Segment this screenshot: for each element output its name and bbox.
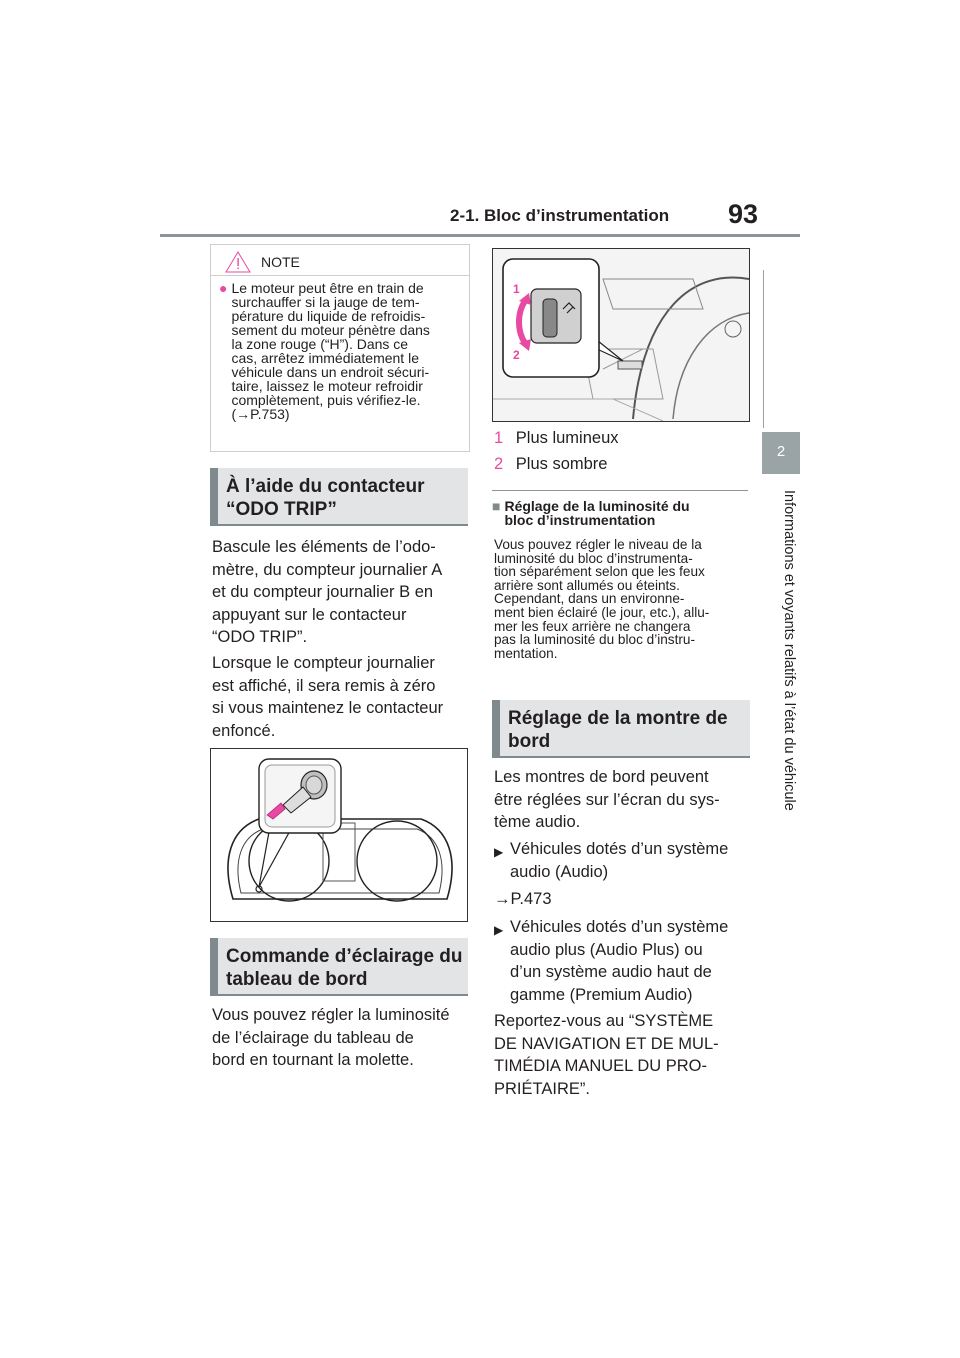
text-line: Lorsque le compteur journalier bbox=[212, 654, 435, 672]
instrument-cluster-illustration bbox=[211, 749, 467, 921]
dashboard-dial-illustration bbox=[493, 249, 749, 421]
clock-final-paragraph bbox=[494, 1010, 756, 1100]
text-line: si vous maintenez le contacteur bbox=[212, 699, 444, 717]
section-heading-line: Réglage de la montre de bbox=[508, 708, 728, 729]
note-line: la zone rouge (“H”). Dans ce bbox=[231, 336, 409, 352]
text-line: luminosité du bloc d’instrumenta- bbox=[494, 550, 693, 566]
section-header-dash-light bbox=[210, 938, 468, 996]
text-line: appuyant sur le contacteur bbox=[212, 605, 407, 624]
subheading-line: Réglage de la luminosité du bbox=[504, 498, 690, 514]
text-line: arrière sont allumés ou éteints. bbox=[494, 577, 680, 593]
legend-item-1 bbox=[494, 427, 619, 450]
page-number: 93 bbox=[728, 199, 759, 229]
text-line: Vous pouvez régler le niveau de la bbox=[494, 537, 702, 552]
text-line: et du compteur journalier B en bbox=[212, 583, 434, 601]
legend-number: 1 bbox=[494, 429, 504, 447]
section-header-clock bbox=[492, 700, 750, 758]
text-line: d’un système audio haut de bbox=[510, 963, 712, 981]
text-line: “ODO TRIP”. bbox=[212, 628, 308, 646]
note-line: sement du moteur pénètre dans bbox=[231, 322, 430, 338]
bullet-dot-icon: ● bbox=[219, 280, 228, 296]
text-line: enfoncé. bbox=[212, 721, 276, 740]
section-heading-line: À l’aide du contacteur bbox=[226, 476, 425, 497]
note-line: véhicule dans un endroit sécuri- bbox=[231, 364, 430, 380]
odo-paragraph-1 bbox=[212, 536, 472, 649]
text-line: Reportez-vous au “SYSTÈME bbox=[494, 1012, 714, 1030]
note-text bbox=[231, 281, 429, 421]
text-line: pas la luminosité du bloc d’instru- bbox=[494, 632, 695, 648]
section-heading-line: “ODO TRIP” bbox=[226, 499, 337, 520]
text-line: audio (Audio) bbox=[510, 862, 609, 881]
text-line: DE NAVIGATION ET DE MUL- bbox=[494, 1034, 719, 1053]
note-line: taire, laissez le moteur refroidir bbox=[231, 378, 423, 394]
dash-light-paragraph bbox=[212, 1004, 474, 1072]
side-tab-number: 2 bbox=[776, 443, 786, 460]
header-rule bbox=[160, 234, 800, 237]
text-line: Véhicules dotés d’un système bbox=[510, 918, 729, 936]
note-header bbox=[211, 245, 469, 276]
note-box bbox=[210, 244, 470, 452]
clock-item-1 bbox=[494, 838, 756, 883]
odo-trip-figure bbox=[210, 748, 468, 922]
note-line: Le moteur peut être en train de bbox=[231, 280, 424, 296]
dial-figure bbox=[492, 248, 750, 422]
text-line: Vous pouvez régler la luminosité bbox=[212, 1006, 450, 1024]
note-line: (→P.753) bbox=[231, 406, 290, 422]
text-line: être réglées sur l’écran du sys- bbox=[494, 790, 720, 809]
note-body bbox=[219, 281, 465, 421]
dial-label-1: 1 bbox=[513, 282, 520, 296]
note-line: cas, arrêtez immédiatement le bbox=[231, 350, 419, 366]
section-header-odo-trip bbox=[210, 468, 468, 526]
clock-paragraph bbox=[494, 766, 756, 834]
text-line: audio plus (Audio Plus) ou bbox=[510, 940, 703, 959]
subheading-rule bbox=[492, 490, 748, 491]
text-line: TIMÉDIA MANUEL DU PRO- bbox=[494, 1057, 707, 1075]
section-heading-line: tableau de bord bbox=[226, 969, 368, 990]
brightness-subheading bbox=[492, 499, 752, 527]
text-line: mer les feux arrière ne changera bbox=[494, 618, 691, 634]
brightness-paragraph bbox=[494, 538, 756, 660]
text-line: mètre, du compteur journalier A bbox=[212, 560, 443, 579]
text-line: Cependant, dans un environne- bbox=[494, 591, 685, 607]
warning-triangle-icon bbox=[225, 251, 251, 273]
dial-label-2: 2 bbox=[513, 348, 520, 362]
legend-item-2 bbox=[494, 453, 607, 476]
side-tab-divider bbox=[763, 270, 764, 428]
text-line: tème audio. bbox=[494, 813, 581, 831]
note-line: complètement, puis vérifiez-le. bbox=[231, 392, 421, 408]
note-line: surchauffer si la jauge de tem- bbox=[231, 294, 420, 310]
side-tab-box bbox=[762, 432, 800, 474]
text-line: tion séparément selon que les feux bbox=[494, 564, 705, 580]
triangle-arrow-icon: ▶ bbox=[494, 845, 504, 859]
note-line: pérature du liquide de refroidis- bbox=[231, 308, 426, 324]
clock-reference: →P.473 bbox=[494, 890, 552, 908]
text-line: Véhicules dotés d’un système bbox=[510, 840, 729, 858]
text-line: Les montres de bord peuvent bbox=[494, 768, 709, 786]
section-heading-line: Commande d’éclairage du bbox=[226, 946, 463, 967]
square-bullet-icon: ■ bbox=[492, 498, 501, 514]
side-tab-title: Informations et voyants relatifs à l’état du véhicule bbox=[781, 490, 797, 811]
text-line: gamme (Premium Audio) bbox=[510, 985, 693, 1004]
odo-paragraph-2 bbox=[212, 652, 472, 742]
triangle-arrow-icon: ▶ bbox=[494, 923, 504, 937]
legend-number: 2 bbox=[494, 455, 504, 473]
text-line: mentation. bbox=[494, 645, 558, 661]
clock-item-2 bbox=[494, 916, 756, 1006]
text-line: est affiché, il sera remis à zéro bbox=[212, 676, 436, 695]
legend-text: Plus sombre bbox=[515, 455, 608, 473]
legend-text: Plus lumineux bbox=[515, 429, 619, 447]
subheading-line: bloc d’instrumentation bbox=[504, 512, 656, 528]
text-line: Bascule les éléments de l’odo- bbox=[212, 538, 436, 556]
text-line: PRIÉTAIRE”. bbox=[494, 1079, 590, 1098]
header-section-title: 2-1. Bloc d’instrumentation bbox=[450, 206, 670, 225]
text-line: ment bien éclairé (le jour, etc.), allu- bbox=[494, 604, 710, 620]
note-title: NOTE bbox=[261, 254, 300, 270]
text-line: bord en tournant la molette. bbox=[212, 1051, 414, 1069]
text-line: de l’éclairage du tableau de bbox=[212, 1028, 414, 1047]
section-heading-line: bord bbox=[508, 731, 551, 752]
